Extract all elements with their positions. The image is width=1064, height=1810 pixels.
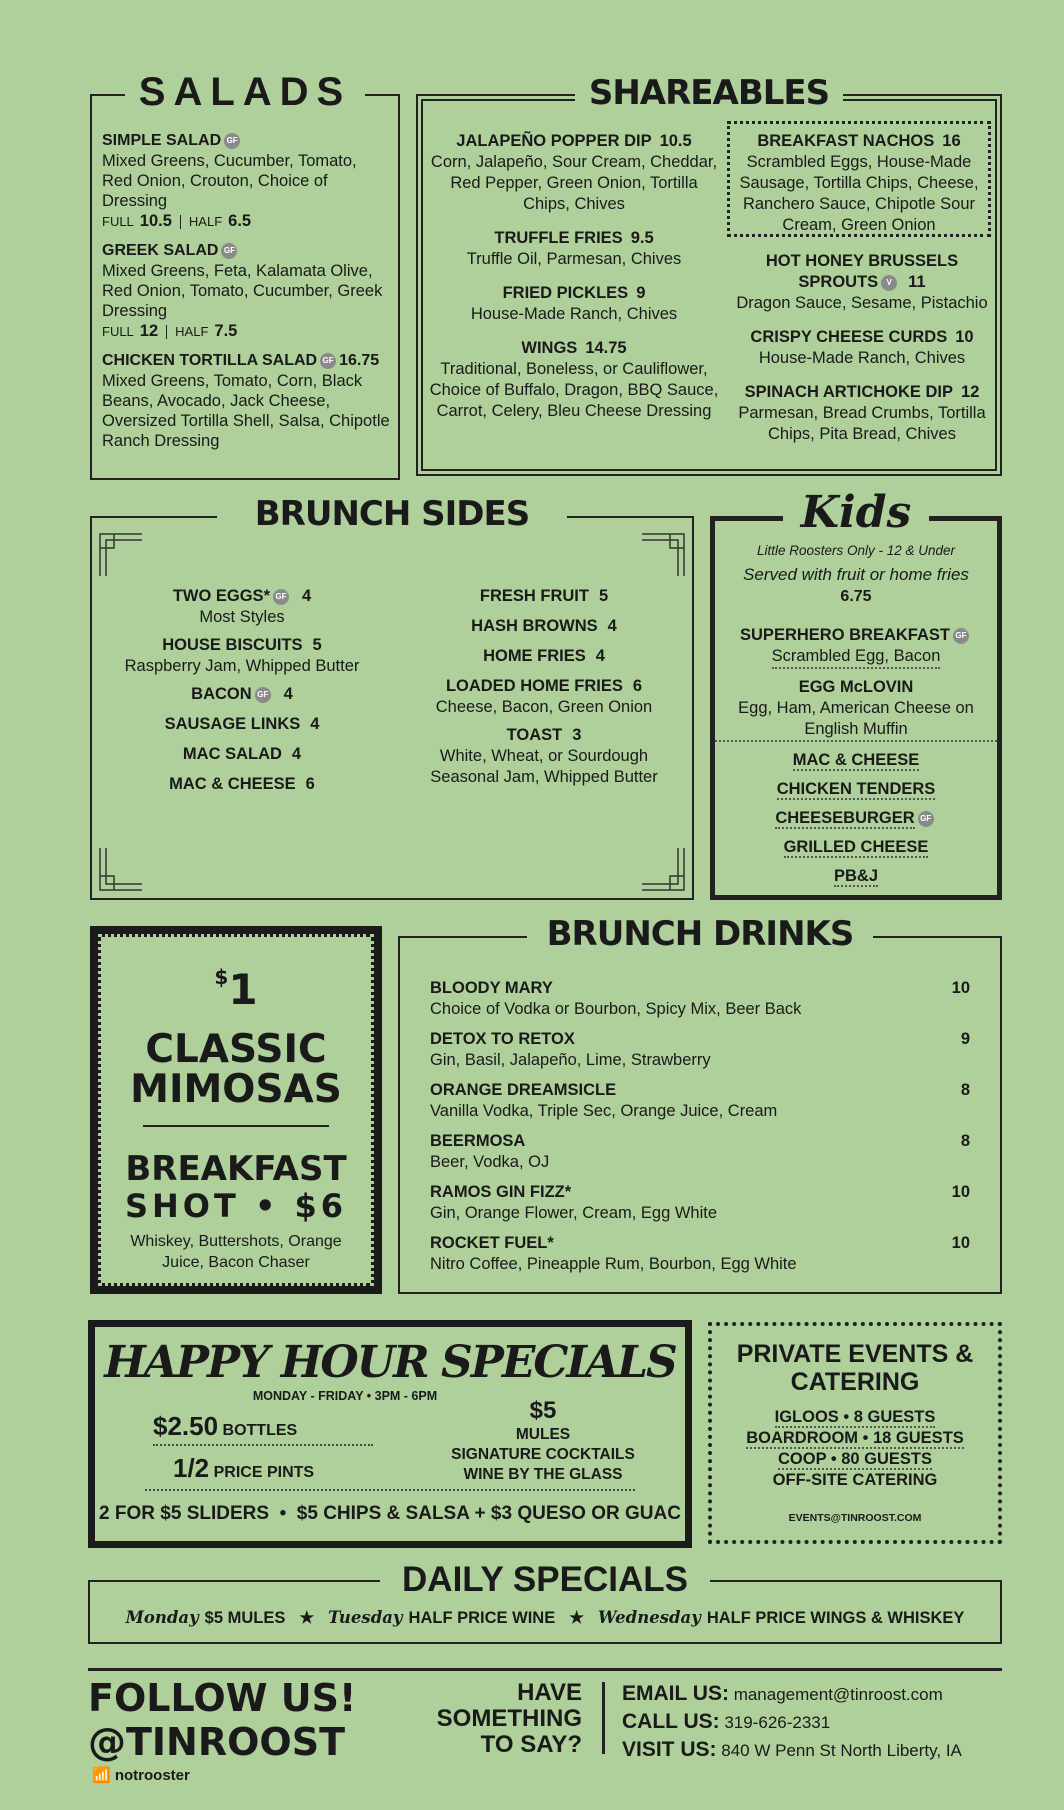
drink-name: DETOX TO RETOX bbox=[430, 1030, 575, 1048]
pints-price: 1/2 bbox=[173, 1453, 210, 1483]
kids-item bbox=[715, 837, 997, 858]
shareables-section bbox=[416, 73, 1002, 476]
half-price: 7.5 bbox=[214, 322, 238, 340]
shareable-item bbox=[727, 382, 997, 445]
happy-hour-title: HAPPY HOUR SPECIALS bbox=[104, 1337, 676, 1388]
kids-section bbox=[710, 487, 1002, 900]
breakfast-shot-desc: Whiskey, Buttershots, Orange Juice, Bacon Chaser bbox=[130, 1233, 342, 1271]
shareable-price: 9 bbox=[636, 284, 646, 302]
diet-badge-icon: GF bbox=[953, 628, 969, 644]
shareable-desc: Corn, Jalapeño, Sour Cream, Cheddar, Red Pepper, Green Onion, Tortilla Chips, Chives bbox=[430, 153, 718, 213]
shareable-name: HOT HONEY BRUSSELS SPROUTS bbox=[765, 252, 959, 291]
salads-list bbox=[102, 130, 390, 459]
email-link[interactable]: management@tinroost.com bbox=[733, 1685, 943, 1704]
mimosa-line1: CLASSIC bbox=[145, 1027, 327, 1072]
special-day: Monday bbox=[125, 1608, 199, 1627]
kids-item-name: EGG McLOVIN bbox=[798, 678, 914, 696]
side-price: 4 bbox=[607, 617, 617, 635]
shareable-item bbox=[429, 228, 719, 270]
side-price: 6 bbox=[305, 775, 315, 793]
shareable-item bbox=[429, 338, 719, 422]
kids-item-desc: Egg, Ham, American Cheese on English Muffin bbox=[715, 698, 997, 742]
drink-item bbox=[430, 1080, 970, 1122]
side-name: TWO EGGS* bbox=[172, 587, 270, 605]
special-deal: HALF PRICE WINE bbox=[408, 1609, 556, 1627]
events-email: EVENTS@TINROOST.COM bbox=[788, 1512, 922, 1524]
side-item bbox=[412, 586, 676, 607]
shareable-price: 14.75 bbox=[585, 339, 627, 357]
corner-ornament-top-right bbox=[640, 532, 686, 578]
side-item bbox=[102, 774, 382, 795]
follow-us: FOLLOW US! bbox=[88, 1676, 357, 1720]
side-desc: Most Styles bbox=[199, 608, 285, 626]
full-label: FULL bbox=[102, 324, 134, 339]
side-name: SAUSAGE LINKS bbox=[164, 715, 301, 733]
kids-list bbox=[715, 625, 997, 895]
side-item bbox=[102, 684, 382, 705]
side-price: 3 bbox=[572, 726, 582, 744]
address-text: 840 W Penn St North Liberty, IA bbox=[721, 1741, 962, 1760]
half-label: HALF bbox=[175, 324, 209, 339]
five-dollar-item: MULES bbox=[515, 1426, 571, 1443]
salad-desc: Mixed Greens, Tomato, Corn, Black Beans, Avocado, Jack Cheese, Oversized Tortilla Shell, Salsa, Chipotle Ranch Dressing bbox=[102, 372, 390, 450]
shareable-price: 10.5 bbox=[659, 132, 692, 150]
event-option: OFF-SITE CATERING bbox=[772, 1471, 938, 1489]
salad-name: SIMPLE SALAD bbox=[102, 132, 222, 149]
drink-name: ROCKET FUEL* bbox=[430, 1234, 554, 1252]
shareable-desc: Truffle Oil, Parmesan, Chives bbox=[466, 250, 682, 268]
special-deal: $5 MULES bbox=[204, 1609, 286, 1627]
side-name: HOME FRIES bbox=[483, 647, 586, 665]
side-name: BACON bbox=[191, 685, 252, 703]
kids-item bbox=[715, 779, 997, 800]
kids-item-name: PB&J bbox=[833, 867, 878, 885]
nachos-name: BREAKFAST NACHOS bbox=[757, 132, 935, 150]
wifi-name: notrooster bbox=[114, 1767, 190, 1784]
shareable-item bbox=[429, 131, 719, 215]
side-price: 4 bbox=[283, 685, 293, 703]
sliders-line: 2 FOR $5 SLIDERS • $5 CHIPS & SALSA + $3 QUESO OR GUAC bbox=[99, 1503, 681, 1524]
brunch-drinks-section bbox=[398, 914, 1002, 1294]
kids-item-desc: Scrambled Egg, Bacon bbox=[772, 646, 941, 669]
brunch-drinks-title: BRUNCH DRINKS bbox=[527, 914, 874, 954]
diet-badge-icon: GF bbox=[273, 589, 289, 605]
diet-badge-icon: V bbox=[881, 275, 897, 291]
kids-item bbox=[715, 625, 997, 669]
event-option: IGLOOS • 8 GUESTS bbox=[774, 1408, 936, 1426]
side-price: 5 bbox=[598, 587, 609, 605]
shareable-desc: Parmesan, Bread Crumbs, Tortilla Chips, Pita Bread, Chives bbox=[738, 404, 986, 443]
daily-specials-title: DAILY SPECIALS bbox=[380, 1560, 710, 1599]
special-day: Tuesday bbox=[328, 1608, 403, 1627]
kids-served: Served with fruit or home fries bbox=[743, 565, 969, 584]
breakfast-shot-line1: BREAKFAST bbox=[125, 1149, 347, 1189]
kids-item-name: GRILLED CHEESE bbox=[783, 838, 929, 856]
wifi-icon: 📶 bbox=[92, 1767, 111, 1784]
salad-item bbox=[102, 350, 390, 451]
footer-divider bbox=[602, 1682, 605, 1754]
diet-badge-icon: GF bbox=[221, 243, 237, 259]
bottles-label: BOTTLES bbox=[222, 1422, 298, 1439]
have-text: HAVE bbox=[517, 1679, 582, 1706]
drink-name: BLOODY MARY bbox=[430, 979, 553, 997]
drink-desc: Nitro Coffee, Pineapple Rum, Bourbon, Egg White bbox=[430, 1255, 797, 1273]
special-day: Wednesday bbox=[598, 1608, 701, 1627]
side-name: FRESH FRUIT bbox=[479, 587, 589, 605]
shareable-price: 10 bbox=[955, 328, 974, 346]
event-option: COOP • 80 GUESTS bbox=[777, 1450, 933, 1468]
drink-desc: Beer, Vodka, OJ bbox=[430, 1153, 550, 1171]
side-price: 4 bbox=[310, 715, 320, 733]
shareable-name: CRISPY CHEESE CURDS bbox=[750, 328, 948, 346]
star-icon: ★ bbox=[569, 1609, 584, 1627]
diet-badge-icon: GF bbox=[918, 811, 934, 827]
brunch-sides-section bbox=[90, 494, 694, 900]
shareable-item bbox=[727, 251, 997, 314]
side-item bbox=[102, 586, 382, 628]
breakfast-shot-line2: SHOT • $6 bbox=[124, 1187, 348, 1225]
kids-item-name: CHICKEN TENDERS bbox=[776, 780, 936, 798]
kids-subtitle: Little Roosters Only - 12 & Under bbox=[756, 543, 956, 558]
shareable-desc: Traditional, Boneless, or Cauliflower, Choice of Buffalo, Dragon, BBQ Sauce, Carrot, Celery, Bleu Cheese Dressing bbox=[429, 360, 719, 420]
diet-badge-icon: GF bbox=[224, 133, 240, 149]
kids-item-name: CHEESEBURGER bbox=[775, 809, 915, 827]
shareable-name: TRUFFLE FRIES bbox=[494, 229, 623, 247]
full-price: 12 bbox=[139, 322, 159, 340]
happy-hour-subtitle: MONDAY - FRIDAY • 3PM - 6PM bbox=[252, 1389, 438, 1403]
drink-price: 8 bbox=[960, 1081, 970, 1099]
brunch-sides-right-column bbox=[412, 586, 676, 795]
side-item bbox=[102, 635, 382, 677]
happy-hour-box bbox=[88, 1320, 692, 1548]
side-price: 4 bbox=[301, 587, 312, 605]
five-dollar-item: SIGNATURE COCKTAILS bbox=[451, 1446, 635, 1463]
salads-title: SALADS bbox=[125, 70, 365, 114]
kids-item bbox=[715, 677, 997, 742]
shareables-left-column bbox=[429, 131, 719, 435]
corner-ornament-bottom-left bbox=[98, 846, 144, 892]
kids-item-name: SUPERHERO BREAKFAST bbox=[740, 626, 950, 644]
shareable-item bbox=[727, 327, 997, 369]
drink-item bbox=[430, 978, 970, 1020]
nachos-price: 16 bbox=[942, 132, 961, 150]
kids-title: Kids bbox=[783, 487, 930, 538]
salad-name: GREEK SALAD bbox=[102, 242, 219, 259]
drink-name: ORANGE DREAMSICLE bbox=[430, 1081, 617, 1099]
side-name: TOAST bbox=[506, 726, 563, 744]
side-item bbox=[412, 676, 676, 718]
private-events-section bbox=[708, 1322, 1002, 1544]
diet-badge-icon: GF bbox=[320, 353, 336, 369]
side-name: HOUSE BISCUITS bbox=[162, 636, 303, 654]
side-price: 6 bbox=[632, 677, 643, 695]
full-label: FULL bbox=[102, 214, 134, 229]
phone-link[interactable]: 319-626-2331 bbox=[724, 1713, 831, 1732]
salad-desc: Mixed Greens, Cucumber, Tomato, Red Onion, Crouton, Choice of Dressing bbox=[102, 152, 357, 210]
side-item bbox=[412, 646, 676, 667]
instagram-handle: @TINROOST bbox=[88, 1720, 346, 1764]
drink-price: 10 bbox=[951, 979, 970, 997]
wifi-network bbox=[92, 1766, 190, 1784]
shareable-name: FRIED PICKLES bbox=[502, 284, 629, 302]
salad-item bbox=[102, 130, 390, 232]
diet-badge-icon: GF bbox=[255, 687, 271, 703]
shareable-price: 11 bbox=[908, 273, 926, 291]
shareable-desc: House-Made Ranch, Chives bbox=[758, 349, 966, 367]
something-text: SOMETHING bbox=[436, 1705, 582, 1732]
daily-specials-section bbox=[88, 1560, 1002, 1644]
drink-name: RAMOS GIN FIZZ* bbox=[430, 1183, 572, 1201]
breakfast-nachos-box bbox=[727, 121, 991, 237]
side-item bbox=[102, 714, 382, 735]
mimosa-dollar: $ bbox=[214, 965, 229, 989]
drink-name: BEERMOSA bbox=[430, 1132, 526, 1150]
five-dollar-item: WINE BY THE GLASS bbox=[463, 1466, 623, 1483]
mimosa-line2: MIMOSAS bbox=[130, 1067, 342, 1112]
corner-ornament-top-left bbox=[98, 532, 144, 578]
side-name: MAC & CHEESE bbox=[169, 775, 296, 793]
star-icon: ★ bbox=[299, 1609, 315, 1627]
kids-item-name: MAC & CHEESE bbox=[792, 751, 920, 769]
drink-item bbox=[430, 1233, 970, 1275]
shareable-desc: Dragon Sauce, Sesame, Pistachio bbox=[736, 294, 988, 312]
mimosa-divider bbox=[143, 1125, 329, 1127]
drink-item bbox=[430, 1182, 970, 1224]
pints-label: PRICE PINTS bbox=[213, 1464, 315, 1481]
half-label: HALF bbox=[188, 214, 223, 229]
shareable-price: 12 bbox=[961, 383, 980, 401]
side-desc: Raspberry Jam, Whipped Butter bbox=[124, 657, 360, 675]
shareable-name: JALAPEÑO POPPER DIP bbox=[456, 132, 652, 150]
nachos-desc: Scrambled Eggs, House-Made Sausage, Tortilla Chips, Cheese, Ranchero Sauce, Chipotle Sour Cream, Green Onion bbox=[739, 153, 979, 234]
to-say-text: TO SAY? bbox=[480, 1731, 582, 1758]
drink-price: 9 bbox=[960, 1030, 970, 1048]
daily-specials-list bbox=[90, 1608, 1000, 1628]
side-desc: Cheese, Bacon, Green Onion bbox=[435, 698, 653, 716]
salads-section bbox=[90, 70, 400, 480]
brunch-drinks-list bbox=[430, 978, 970, 1284]
side-name: HASH BROWNS bbox=[471, 617, 598, 635]
shareables-title: SHAREABLES bbox=[575, 73, 843, 113]
event-option: BOARDROOM • 18 GUESTS bbox=[746, 1429, 964, 1447]
drink-desc: Gin, Basil, Jalapeño, Lime, Strawberry bbox=[430, 1051, 711, 1069]
side-item bbox=[412, 616, 676, 637]
drink-price: 8 bbox=[960, 1132, 970, 1150]
call-label: CALL US: bbox=[622, 1710, 720, 1733]
email-label: EMAIL US: bbox=[622, 1682, 729, 1705]
side-price: 4 bbox=[595, 647, 605, 665]
salad-name: CHICKEN TORTILLA SALAD bbox=[102, 352, 318, 369]
private-events-title: PRIVATE EVENTS & CATERING bbox=[736, 1340, 974, 1396]
salad-desc: Mixed Greens, Feta, Kalamata Olive, Red Onion, Tomato, Cucumber, Greek Dressing bbox=[102, 262, 383, 320]
price-divider bbox=[166, 325, 167, 339]
shareable-price: 9.5 bbox=[630, 229, 654, 247]
shareable-desc: House-Made Ranch, Chives bbox=[470, 305, 678, 323]
drink-desc: Choice of Vodka or Bourbon, Spicy Mix, Beer Back bbox=[430, 1000, 802, 1018]
drink-desc: Gin, Orange Flower, Cream, Egg White bbox=[430, 1204, 718, 1222]
price-divider bbox=[180, 215, 181, 229]
drink-item bbox=[430, 1131, 970, 1173]
side-name: LOADED HOME FRIES bbox=[445, 677, 623, 695]
visit-label: VISIT US: bbox=[622, 1738, 717, 1761]
shareables-right-column bbox=[727, 251, 997, 458]
shareable-item bbox=[429, 283, 719, 325]
side-desc: White, Wheat, or Sourdough Seasonal Jam, Whipped Butter bbox=[430, 747, 658, 786]
side-item bbox=[412, 725, 676, 788]
brunch-sides-title: BRUNCH SIDES bbox=[217, 494, 567, 534]
kids-item bbox=[715, 808, 997, 829]
side-item bbox=[102, 744, 382, 765]
shareable-name: WINGS bbox=[521, 339, 578, 357]
mimosa-box bbox=[90, 926, 382, 1294]
five-dollar-price: $5 bbox=[529, 1397, 557, 1424]
side-price: 5 bbox=[312, 636, 322, 654]
side-name: MAC SALAD bbox=[182, 745, 282, 763]
special-deal: HALF PRICE WINGS & WHISKEY bbox=[706, 1609, 965, 1627]
kids-price: 6.75 bbox=[840, 588, 872, 605]
drink-item bbox=[430, 1029, 970, 1071]
drink-price: 10 bbox=[951, 1183, 970, 1201]
salad-item bbox=[102, 240, 390, 342]
side-price: 4 bbox=[291, 745, 302, 763]
full-price: 10.5 bbox=[139, 212, 172, 230]
drink-price: 10 bbox=[951, 1234, 970, 1252]
drink-desc: Vanilla Vodka, Triple Sec, Orange Juice, Cream bbox=[430, 1102, 778, 1120]
mimosa-price: 1 bbox=[228, 965, 258, 1014]
brunch-sides-left-column bbox=[102, 586, 382, 804]
corner-ornament-bottom-right bbox=[640, 846, 686, 892]
shareable-name: SPINACH ARTICHOKE DIP bbox=[744, 383, 954, 401]
happy-hour-divider bbox=[145, 1489, 635, 1491]
salad-price: 16.75 bbox=[339, 352, 380, 369]
bottles-price: $2.50 bbox=[153, 1411, 219, 1441]
kids-item bbox=[715, 750, 997, 771]
half-price: 6.5 bbox=[228, 212, 252, 230]
kids-item bbox=[715, 866, 997, 887]
footer-rule bbox=[88, 1668, 1002, 1671]
private-events-list bbox=[712, 1408, 998, 1492]
